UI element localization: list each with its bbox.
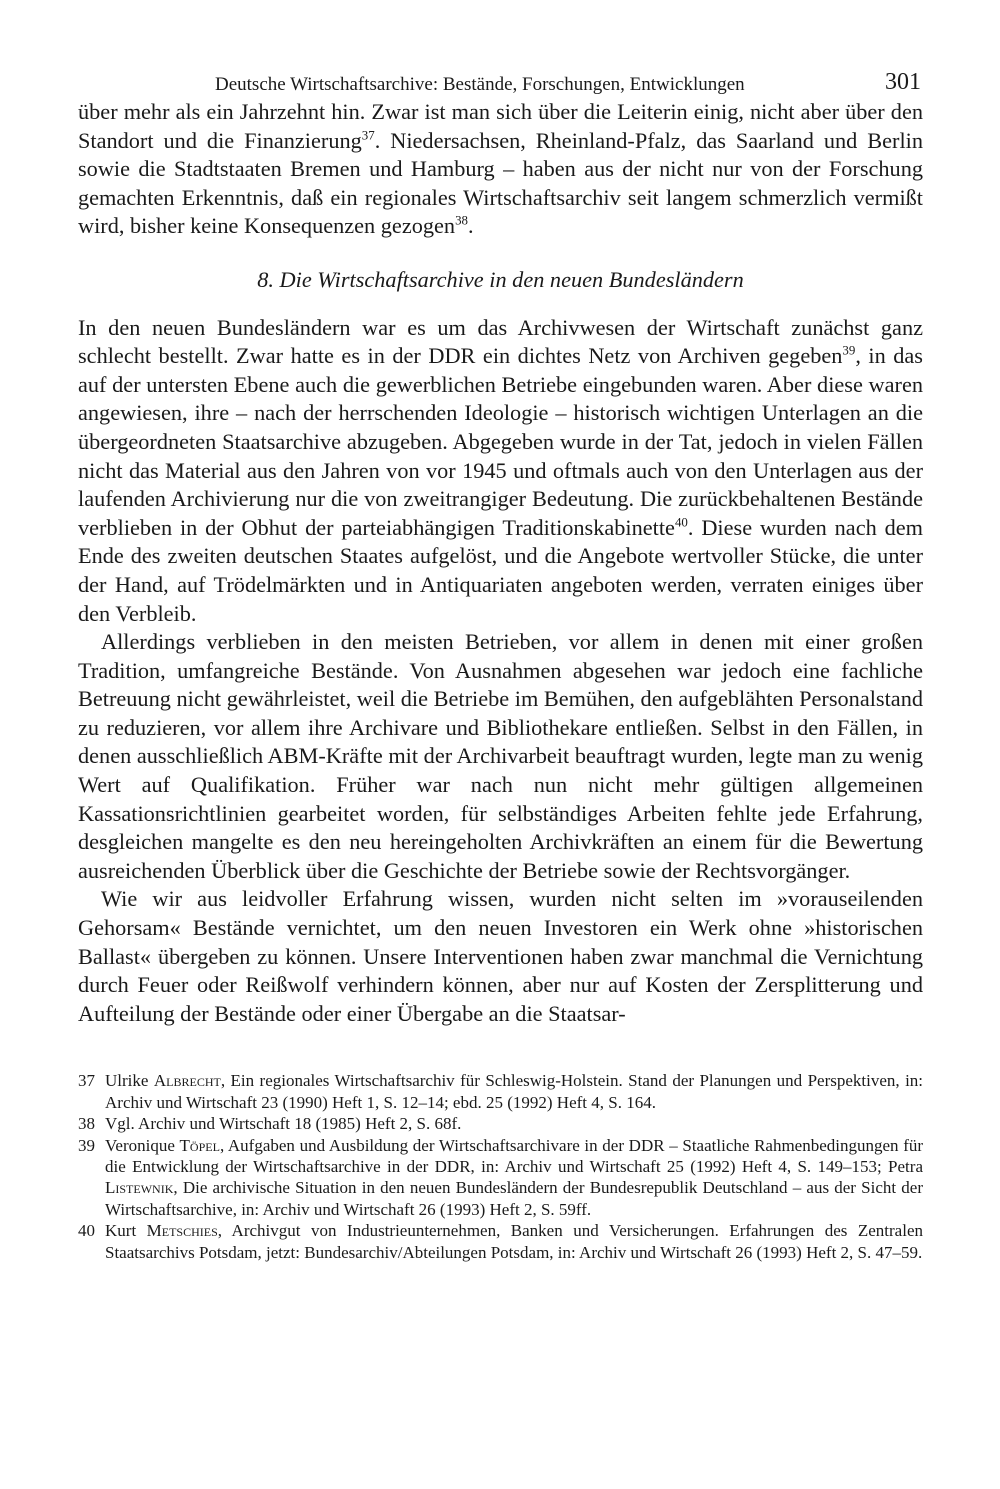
footnote-text: , Ein regionales Wirtschaftsarchiv für Schleswig-Holstein. Stand der Planungen und Perspektiven, in: Archiv und Wirtschaft 23 (1990) Heft 1, S. 12–14; ebd. 25 (1992) Heft 4, S. 164.	[105, 1071, 924, 1112]
footnote-37	[78, 1070, 923, 1113]
footnote-number: 37	[78, 1071, 95, 1091]
footnote-40	[78, 1220, 923, 1263]
footnotes	[78, 1070, 923, 1263]
footnote-ref-38: 38	[455, 212, 468, 228]
book-page	[78, 66, 923, 1263]
footnote-ref-39: 39	[842, 342, 856, 358]
main-text	[78, 98, 923, 1028]
footnote-author-first: Kurt	[105, 1221, 137, 1241]
paragraph-1-text-c: .	[467, 213, 474, 239]
footnote-author2-last: Listewnik	[105, 1178, 174, 1198]
footnote-number: 39	[78, 1135, 95, 1155]
paragraph-3: Allerdings verblieben in den meisten Betrieben, vor allem in denen mit einer großen Tradition, umfangreiche Bestände. Von Ausnahmen abgesehen war jedoch eine fachliche Betreuung nicht gewährleistet, weil die Betriebe im Bemühen, den aufgeblähten Personalstand zu reduzieren, vor allem ihre Archivare und Bibliothekare entließen. Selbst in den Fällen, in denen ausschließlich ABM-Kräfte mit der Archivarbeit beauftragt wurden, legte man zu wenig Wert auf Qualifikation. Früher war nach nun nicht mehr gültigen allgemeinen Kassationsrichtlinien gearbeitet worden, für selbständiges Arbeiten fehlte jede Erfahrung, desgleichen mangelte es den neu hereingeholten Archivkräften an einem für die Bewertung ausreichenden Überblick über die Geschichte der Betriebe sowie der Rechtsvorgänger.	[78, 629, 923, 883]
footnote-ref-40: 40	[674, 514, 688, 530]
footnote-author-last: Töpel	[179, 1135, 220, 1155]
footnote-39	[78, 1135, 923, 1221]
footnote-author-first: Ulrike	[105, 1071, 149, 1091]
footnote-author-last: Metschies	[146, 1221, 218, 1241]
footnote-ref-37: 37	[361, 127, 375, 143]
paragraph-4: Wie wir aus leidvoller Erfahrung wissen, wurden nicht selten im »vorauseilenden Gehorsam« Bestände vernichtet, um den neuen Investoren ein Werk ohne »historischen Ballast« übergeben zu können. Unsere Interventionen haben zwar manchmal die Vernichtung durch Feuer oder Reißwolf verhindern können, aber nur auf Kosten der Zersplitterung und Aufteilung der Bestände oder einer Übergabe an die Staatsar-	[78, 886, 923, 1026]
paragraph-2-text-a: In den neuen Bundesländern war es um das Archivwesen der Wirtschaft zunächst ganz schlecht bestellt. Zwar hatte es in der DDR ein dichtes Netz von Archiven gegeben	[78, 314, 923, 369]
paragraph-2-text-b: , in das auf der untersten Ebene auch die gewerblichen Betriebe eingebunden waren. Aber diese waren angewiesen, ihre – nach der herrschenden Ideologie – historisch wichtigen Unterlagen an die übergeordneten Staatsarchive abzugeben. Abgegeben wurde in der Tat, jedoch in vielen Fällen nicht das Material aus den Jahren von vor 1945 und oftmals auch von den Unterlagen aus der laufenden Archivierung nur die von zweitrangiger Bedeutung. Die zurückbehaltenen Bestände verblieben in der Obhut der parteiabhängigen Traditionskabinette	[78, 343, 923, 540]
footnote-number: 38	[78, 1114, 95, 1134]
footnote-number: 40	[78, 1221, 95, 1241]
paragraph-1-text-a: über mehr als ein Jahrzehnt hin. Zwar ist man sich über die Leiterin einig, nicht aber über den Standort und die Finanzierung	[78, 99, 923, 153]
footnote-text-b: , Die archivische Situation in den neuen Bundesländern der Bundesrepublik Deutschland – aus der Sicht der Wirtschaftsarchive, in: Archiv und Wirtschaft 26 (1993) Heft 2, S. 59ff.	[105, 1178, 923, 1219]
footnote-text: , Archivgut von Industrieunternehmen, Banken und Versicherungen. Erfahrungen des Zentralen Staatsarchivs Potsdam, jetzt: Bundesarchiv/Abteilungen Potsdam, in: Archiv und Wirtschaft 26 (1993) Heft 2, S. 47–59.	[105, 1221, 923, 1262]
paragraph-2-text-c: . Diese wurden nach dem Ende des zweiten deutschen Staates aufgelöst, und die Angebote wertvoller Stücke, die unter der Hand, auf Trödelmärkten und in Antiquariaten angeboten werden, verraten einiges über den Verbleib.	[78, 514, 923, 626]
footnote-38	[78, 1113, 923, 1134]
footnote-author-first: Veronique	[105, 1135, 175, 1155]
footnote-author-last: Albrecht	[153, 1071, 221, 1091]
running-title: Deutsche Wirtschaftsarchive: Bestände, Forschungen, Entwicklungen	[215, 74, 745, 95]
footnote-text: Vgl. Archiv und Wirtschaft 18 (1985) Heft 2, S. 68f.	[105, 1114, 462, 1134]
paragraph-1-text-b: . Niedersachsen, Rheinland-Pfalz, das Saarland und Berlin sowie die Stadtstaaten Bremen und Hamburg – haben aus der nicht nur von der Forschung gemachten Erkenntnis, daß ein regionales Wirtschaftsarchiv seit langem schmerzlich vermißt wird, bisher keine Konsequenzen gezogen	[78, 127, 923, 239]
footnote-text-a: , Aufgaben und Ausbildung der Wirtschaftsarchivare in der DDR – Staatliche Rahmenbedingungen für die Entwicklung der Wirtschaftsarchive in der DDR, in: Archiv und Wirtschaft 25 (1992) Heft 4, S. 149–153; Petra	[105, 1135, 924, 1177]
paragraph-1	[78, 98, 923, 241]
section-heading: 8. Die Wirtschaftsarchive in den neuen Bundesländern	[257, 266, 744, 292]
paragraph-2	[78, 314, 923, 629]
page-number: 301	[885, 69, 921, 95]
running-header	[78, 66, 923, 98]
